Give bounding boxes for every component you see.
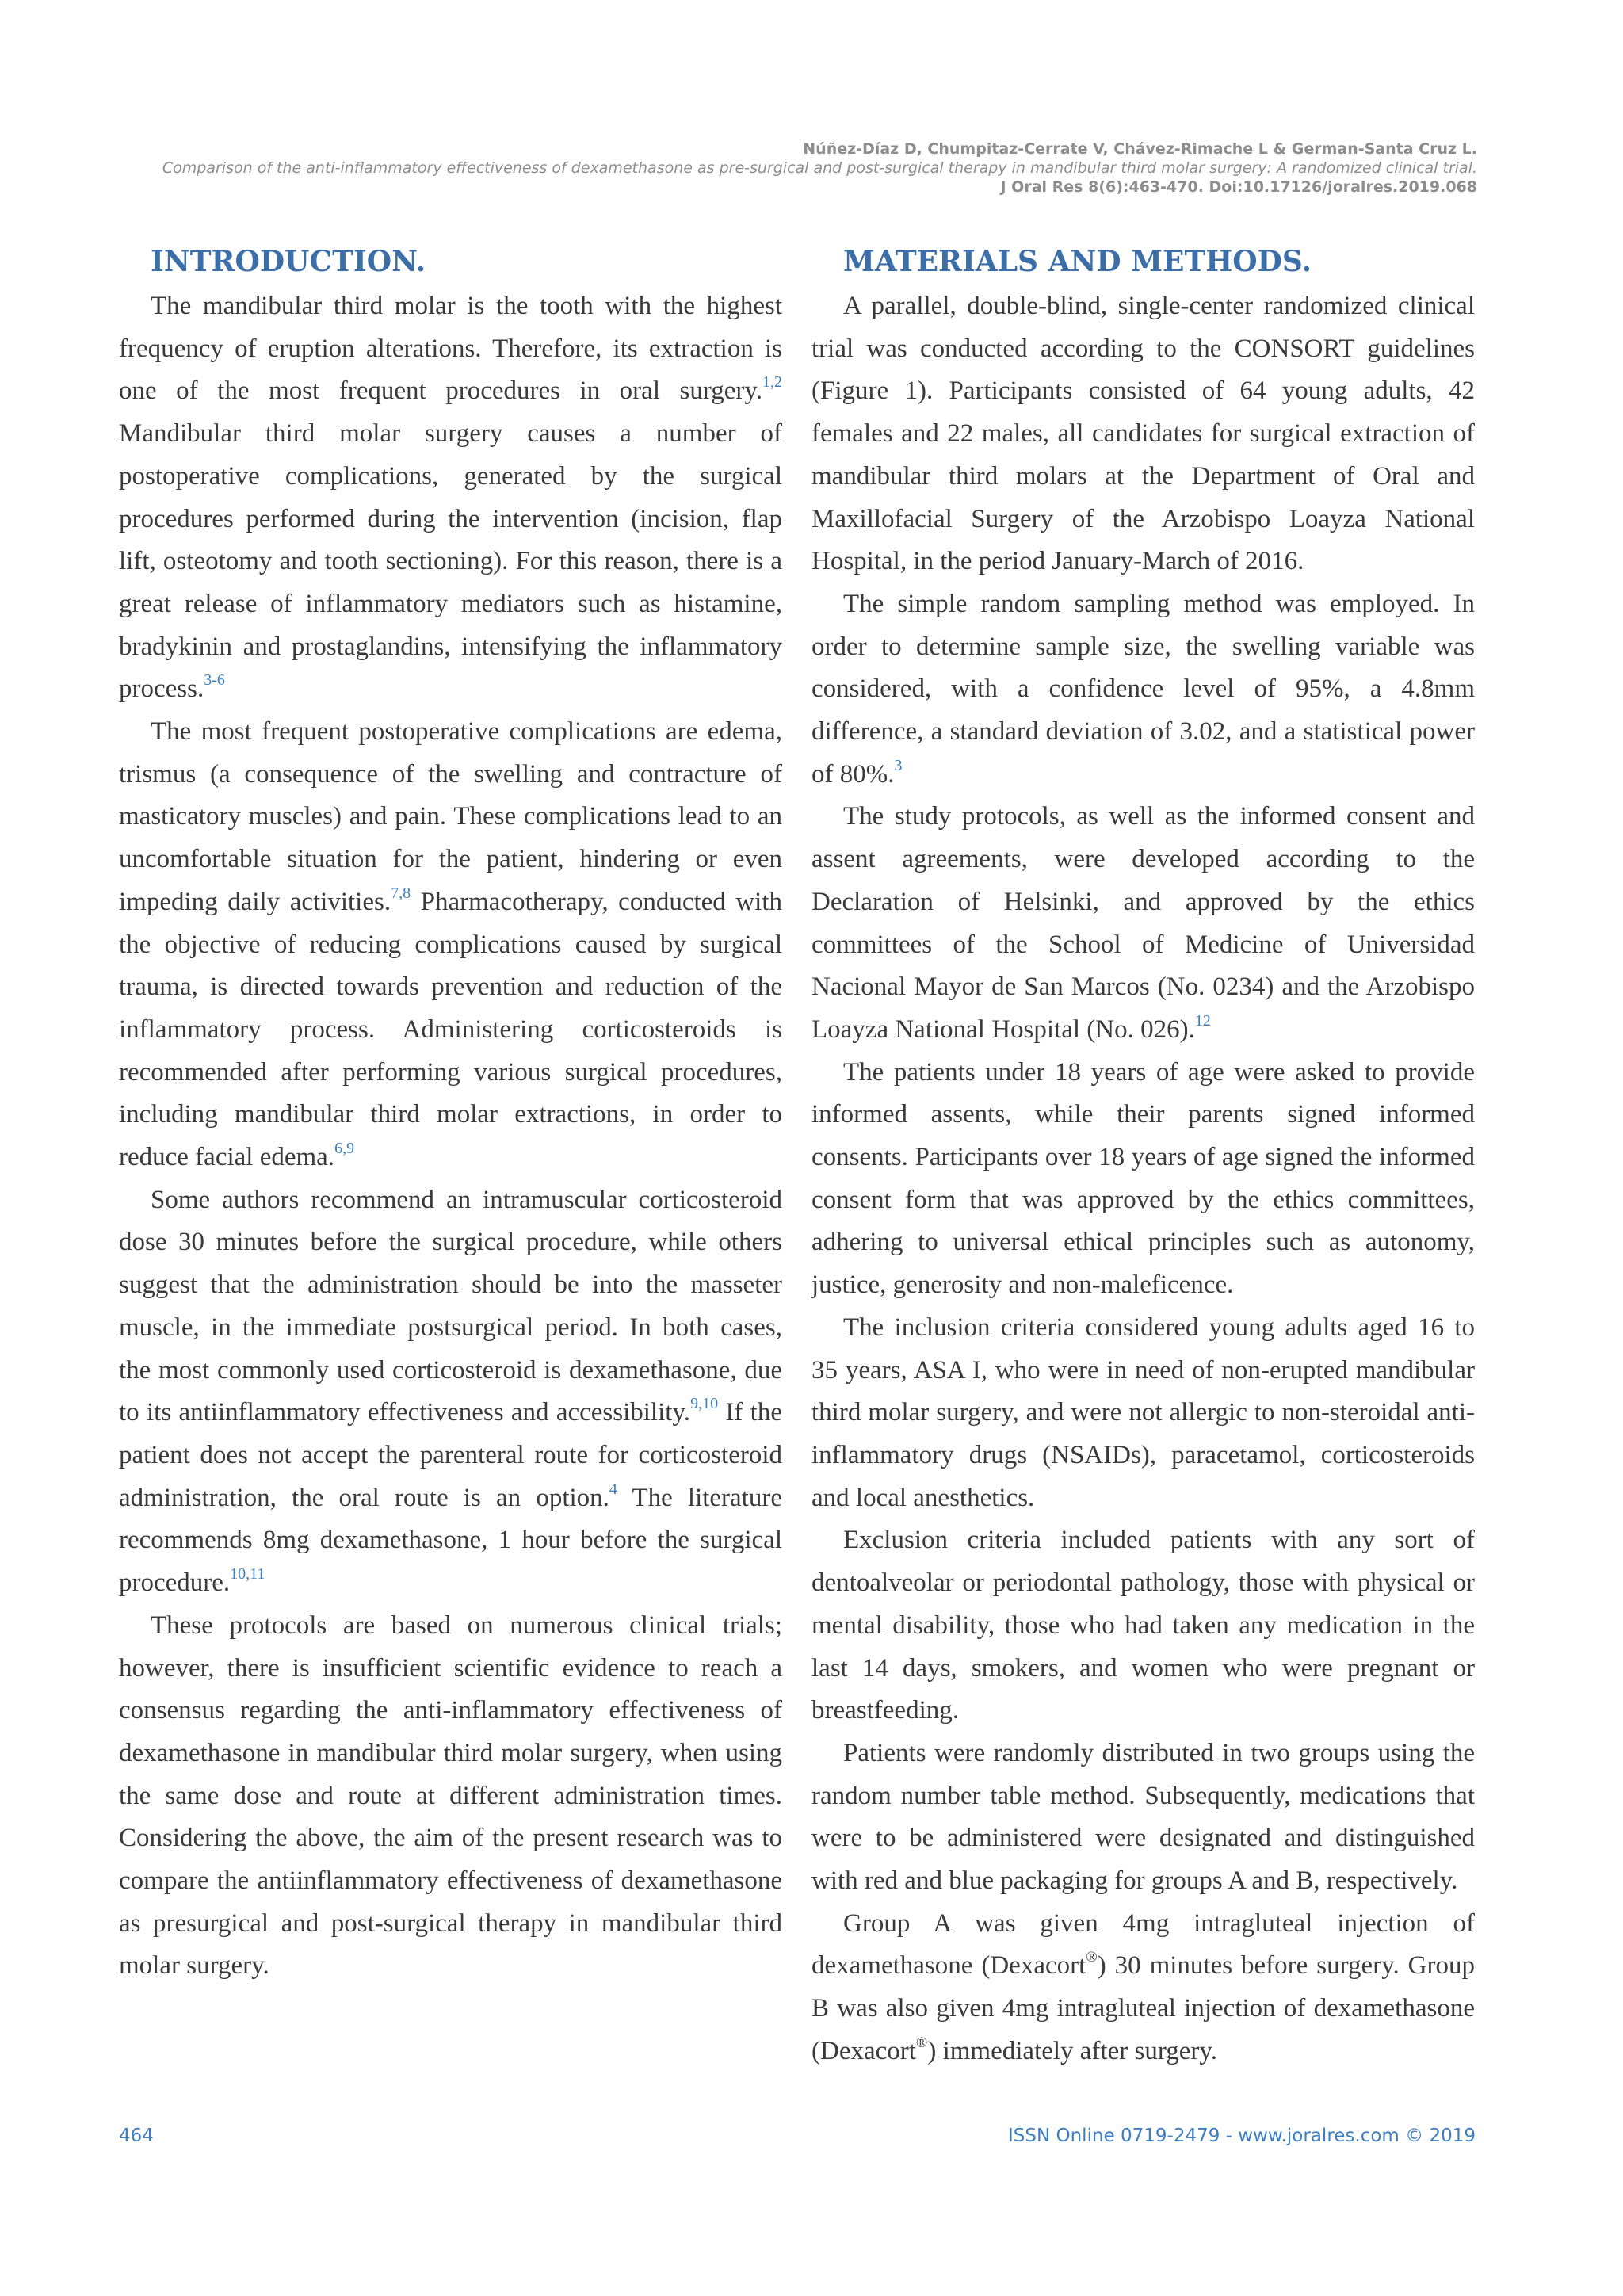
introduction-heading: INTRODUCTION. bbox=[151, 245, 426, 278]
methods-paragraph-4: The patients under 18 years of age were asked to provide informed assents, while their parents signed informed consents. Participants over 18 years of age signed the informed consent form that was approved by the ethics committees, adhering to universal ethical principles such as autonomy, justice, generosity and non-maleficence. bbox=[812, 1057, 1475, 1300]
methods-paragraph-8 bbox=[812, 1903, 1475, 2073]
text: ) 30 minutes before surgery. Group B was also given 4mg intragluteal injection of dexamethasone (Dexacort bbox=[812, 1951, 1475, 2065]
footer-issn: ISSN Online 0719-2479 - www.joralres.com © 2019 bbox=[1008, 2126, 1476, 2146]
methods-paragraph-5: The inclusion criteria considered young adults aged 16 to 35 years, ASA I, who were in need of non-erupted mandibular third molar surgery, and were not allergic to non-steroidal anti-inflammatory drugs (NSAIDs), paracetamol, corticosteroids and local anesthetics. bbox=[812, 1312, 1475, 1512]
text: The study protocols, as well as the informed consent and assent agreements, were developed according to the Declaration of Helsinki, and approved by the ethics committees of the School of Medicine of Universidad Nacional Mayor de San Marcos (No. 0234) and the Arzobispo Loayza National Hospital (No. 026). bbox=[812, 802, 1475, 1044]
text: Some authors recommend an intramuscular corticosteroid dose 30 minutes before the surgical procedure, while others suggest that the administration should be into the masseter muscle, in the immediate postsurgical period. In both cases, the most commonly used corticosteroid is dexamethasone, due to its antiinflammatory effectiveness and accessibility. bbox=[119, 1185, 782, 1427]
header-article-title: Comparison of the anti-inflammatory effectiveness of dexamethasone as pre-surgical and post-surgical therapy in mandibular third molar surgery: A randomized clinical trial. bbox=[162, 159, 1477, 177]
citation-ref: 7,8 bbox=[391, 884, 411, 902]
page-number: 464 bbox=[119, 2126, 154, 2146]
citation-ref: 10,11 bbox=[230, 1565, 265, 1584]
text: The literature recommends 8mg dexamethasone, 1 hour before the surgical procedure. bbox=[119, 1483, 782, 1598]
text: The most frequent postoperative complications are edema, trismus (a consequence of the swelling and contracture of masticatory muscles) and pain. These complications lead to an uncomfortable situation for the patient, hindering or even impeding daily activities. bbox=[119, 717, 782, 916]
methods-paragraph-3 bbox=[812, 796, 1475, 1051]
citation-ref: 3-6 bbox=[204, 671, 225, 690]
running-header bbox=[119, 139, 1477, 197]
citation-ref: 9,10 bbox=[690, 1395, 719, 1413]
methods-paragraph-7: Patients were randomly distributed in two groups using the random number table method. Subsequently, medications that were to be administered were designated and distinguished with red and blue packaging for groups A and B, respectively. bbox=[812, 1738, 1475, 1896]
left-column bbox=[119, 238, 782, 1988]
citation-ref: 12 bbox=[1194, 1011, 1211, 1030]
right-column bbox=[812, 238, 1475, 2073]
registered-mark: ® bbox=[1086, 1949, 1098, 1966]
citation-ref: 4 bbox=[609, 1480, 617, 1498]
header-authors: Núñez-Díaz D, Chumpitaz-Cerrate V, Chávez-Rimache L & German-Santa Cruz L. bbox=[803, 140, 1477, 158]
intro-paragraph-4: These protocols are based on numerous clinical trials; however, there is insufficient scientific evidence to reach a consensus regarding the anti-inflammatory effectiveness of dexamethasone in mandibular third molar surgery, when using the same dose and route at different administration times. Considering the above, the aim of the present research was to compare the antiinflammatory effectiveness of dexamethasone as presurgical and post-surgical therapy in mandibular third molar surgery. bbox=[119, 1610, 782, 1981]
methods-paragraph-1: A parallel, double-blind, single-center randomized clinical trial was conducted according to the CONSORT guidelines (Figure 1). Participants consisted of 64 young adults, 42 females and 22 males, all candidates for surgical extraction of mandibular third molars at the Department of Oral and Maxillofacial Surgery of the Arzobispo Loayza National Hospital, in the period January-March of 2016. bbox=[812, 292, 1475, 576]
text: The mandibular third molar is the tooth with the highest frequency of eruption alterations. Therefore, its extraction is one of the most frequent procedures in oral surgery. bbox=[119, 292, 782, 406]
text: The simple random sampling method was employed. In order to determine sample size, the swelling variable was considered, with a confidence level of 95%, a 4.8mm difference, a standard deviation of 3.02, and a statistical power of 80%. bbox=[812, 589, 1475, 789]
text: Pharmacotherapy, conducted with the objective of reducing complications caused by surgical trauma, is directed towards prevention and reduction of the inflammatory process. Administering corticosteroids is recommended after performing various surgical procedures, including mandibular third molar extractions, in order to reduce facial edema. bbox=[119, 887, 782, 1172]
citation-ref: 6,9 bbox=[334, 1140, 355, 1158]
methods-heading: MATERIALS AND METHODS. bbox=[843, 245, 1312, 278]
citation-ref: 3 bbox=[894, 756, 903, 774]
registered-mark: ® bbox=[915, 2034, 928, 2051]
intro-paragraph-1 bbox=[119, 285, 782, 711]
intro-paragraph-3 bbox=[119, 1179, 782, 1605]
citation-ref: 1,2 bbox=[762, 373, 782, 392]
text: Group A was given 4mg intragluteal injection of dexamethasone (Dexacort bbox=[812, 1908, 1475, 1981]
intro-paragraph-2 bbox=[119, 711, 782, 1179]
header-citation: J Oral Res 8(6):463-470. Doi:10.17126/joralres.2019.068 bbox=[1000, 178, 1477, 196]
text: ) immediately after surgery. bbox=[927, 2036, 1217, 2065]
text: If the patient does not accept the parenteral route for corticosteroid administration, the oral route is an option. bbox=[119, 1398, 782, 1512]
methods-paragraph-6: Exclusion criteria included patients with any sort of dentoalveolar or periodontal pathology, those with physical or mental disability, those who had taken any medication in the last 14 days, smokers, and women who were pregnant or breastfeeding. bbox=[812, 1526, 1475, 1725]
methods-paragraph-2 bbox=[812, 583, 1475, 797]
text: Mandibular third molar surgery causes a number of postoperative complications, generated by the surgical procedures performed during the intervention (incision, flap lift, osteotomy and tooth sectioning). For this reason, there is a great release of inflammatory mediators such as histamine, bradykinin and prostaglandins, intensifying the inflammatory process. bbox=[119, 419, 782, 704]
